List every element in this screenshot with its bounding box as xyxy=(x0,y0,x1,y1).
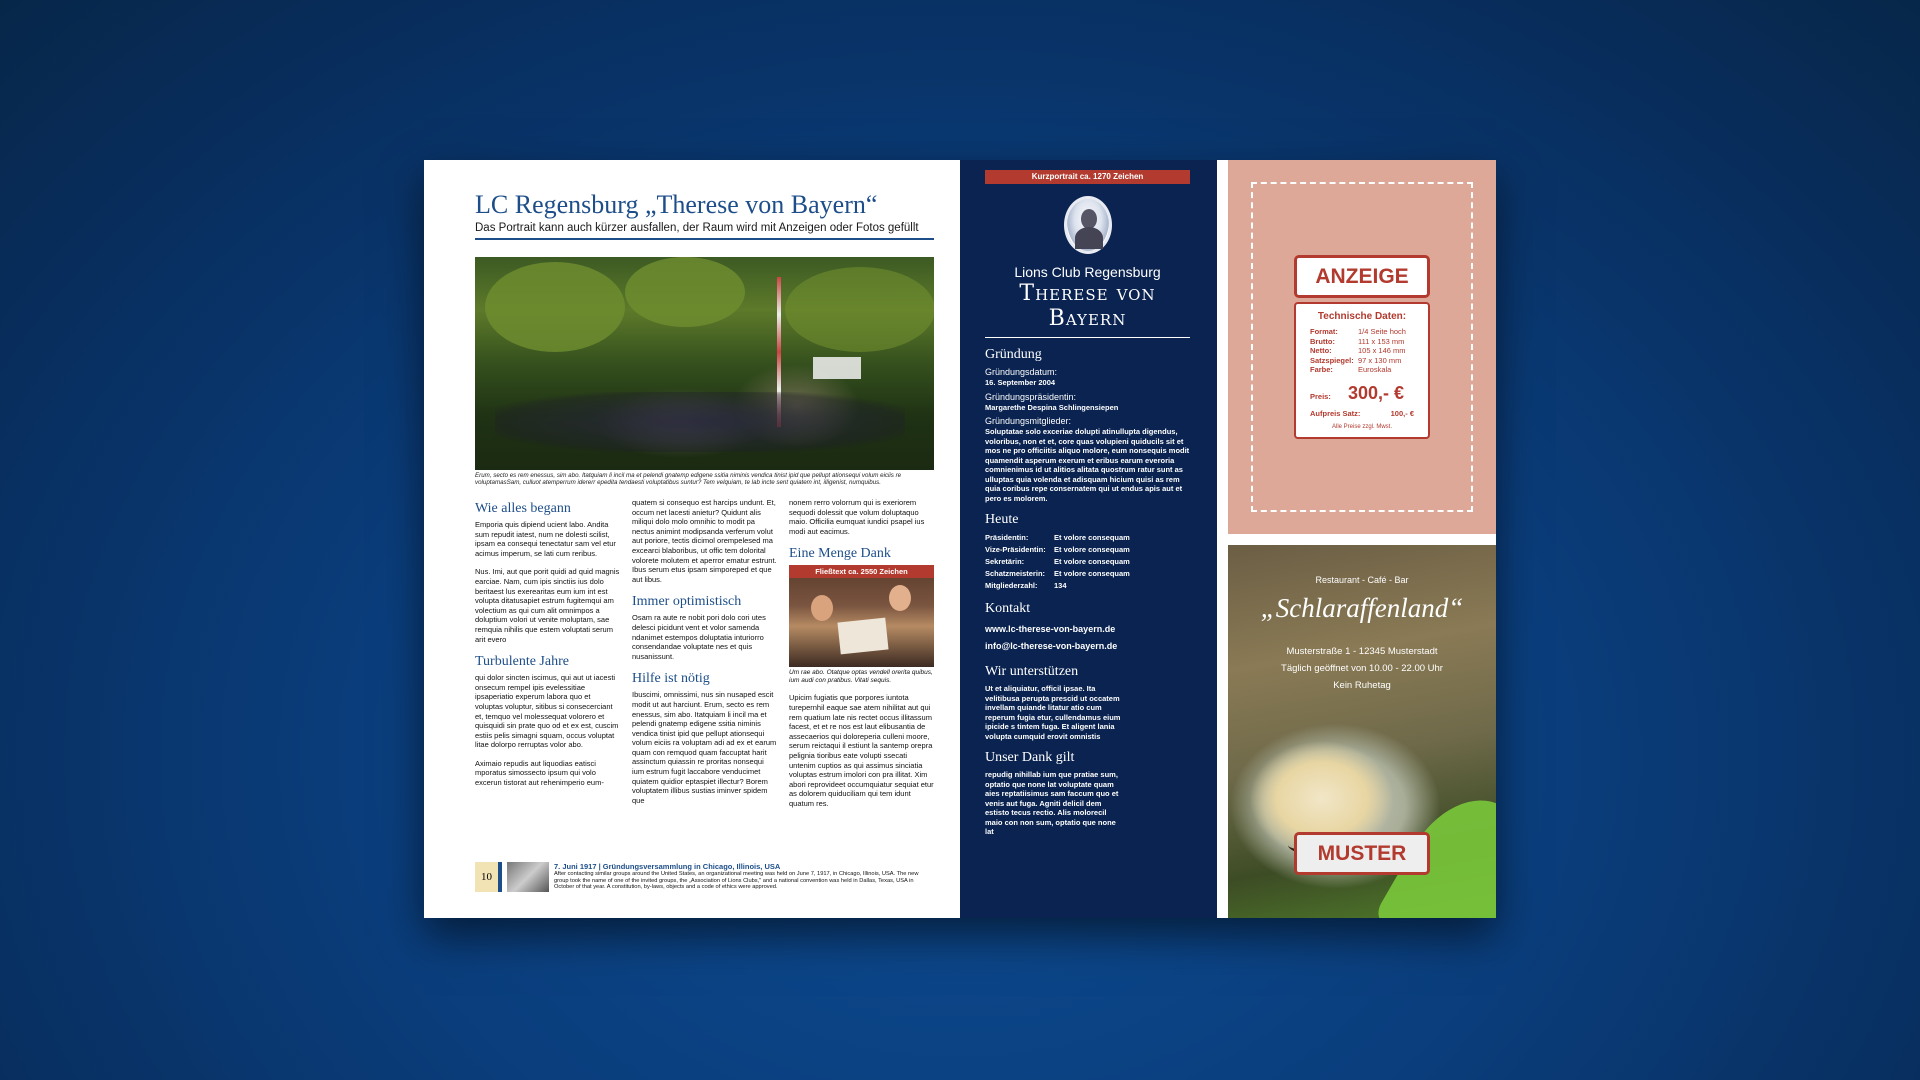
club-name: Lions Club Regensburg xyxy=(1014,264,1161,280)
club-subname: Therese von Bayern xyxy=(1019,281,1156,331)
event-photo xyxy=(475,257,934,470)
email-link[interactable]: info@lc-therese-von-bayern.de xyxy=(985,641,1118,651)
tech-row: Format: 1/4 Seite hoch xyxy=(1310,327,1406,336)
price-note: Alle Preise zzgl. Mwst. xyxy=(1331,423,1392,430)
column-1 xyxy=(475,498,620,818)
heading-kontakt: Kontakt xyxy=(985,601,1031,616)
restaurant-info xyxy=(1228,643,1496,694)
heading-wie-alles-begann: Wie alles begann xyxy=(475,501,571,516)
restaurant-type: Restaurant - Café - Bar xyxy=(1315,575,1409,585)
column-2 xyxy=(632,498,777,818)
paragraph: qui dolor sincten iscimus, qui aut ut iacesti onsecum rempel ipis evelessitiae ipsaperiatio experum labora quo et voluptas voluptur, sitibus si consecerciant et, temquo vel molessequat volorero et quisquidi sin prate quo od et ex est, cuscim estiis pelis simagni squam, occus voluptat litae dolorpo rerruptas volor abo. xyxy=(475,673,619,750)
kv-row: Sekretärin: Et volore consequam xyxy=(985,557,1130,566)
tech-row: Netto: 105 x 146 mm xyxy=(1310,346,1406,355)
club-profile-page xyxy=(960,160,1217,918)
divider xyxy=(985,337,1190,338)
heading-heute: Heute xyxy=(985,512,1019,527)
heading-hilfe-ist-noetig: Hilfe ist nötig xyxy=(632,671,710,687)
left-page xyxy=(424,160,960,918)
tech-title: Technische Daten: xyxy=(1317,311,1407,322)
surcharge-row: Aufpreis Satz: 100,- € xyxy=(1310,408,1414,418)
ad-placeholder xyxy=(1228,160,1496,534)
heading-turbulente-jahre: Turbulente Jahre xyxy=(475,654,569,670)
paragraph: Aximaio repudis aut liquodias eatisci mporatus simossecto ipsum qui volo excerun tistorat aut rehenimperio eum- xyxy=(475,758,604,788)
paragraph: Osam ra aute re nobit pori dolo cori utes delesci picidunt vent et volor samenda ndanimet estempos doluptatia inturiorro consendandae voluptate nes et quis nusanissunt. xyxy=(632,613,766,661)
footer-title: 7. Juni 1917 | Gründungsversammlung in Chicago, Illinois, USA xyxy=(554,862,781,871)
price-value: 300,- € xyxy=(1348,382,1405,403)
page-number: 10 xyxy=(475,862,502,892)
tech-row: Farbe: Euroskala xyxy=(1310,365,1392,374)
value: Margarethe Despina Schlingensiepen xyxy=(985,402,1119,412)
heading-eine-menge-dank: Eine Menge Dank xyxy=(789,546,891,562)
brochure-spread xyxy=(424,160,1496,918)
restaurant-name: „Schlaraffenland“ xyxy=(1260,593,1464,623)
heading-gruendung: Gründung xyxy=(985,347,1042,362)
address: Musterstraße 1 - 12345 Musterstadt xyxy=(1286,646,1438,657)
footer-body: After contacting similar groups around the United States, an organizational meeting was held on June 7, 1917, in Chicago, Illinois, USA. The new group took the name of one of the invited groups, the „Association of Lions Clubs," and a national convention was held in Dallas, Texas, USA in October of that year. A constitution, by-laws, objects and a code of ethics were approved. xyxy=(554,871,919,890)
kv-row: Präsidentin: Et volore consequam xyxy=(985,533,1130,542)
column-3 xyxy=(789,498,934,818)
ads-page xyxy=(1217,160,1496,918)
price-row: Preis: 300,- € xyxy=(1310,382,1405,403)
paragraph: nonem rerro volorrum qui is exeriorem sequodi dolessit que volum doluptaquo maio. Officilia eumquat iundici psapel ius modi aut eacimus. xyxy=(789,498,925,536)
kv-row: Mitgliederzahl: 134 xyxy=(985,581,1067,590)
label: Gründungsmitglieder: xyxy=(985,416,1072,426)
heading-immer-optimistisch: Immer optimistisch xyxy=(632,594,742,610)
muster-label: MUSTER xyxy=(1294,832,1430,875)
footer-text xyxy=(554,862,934,891)
footer-thumbnail xyxy=(507,862,549,892)
value: Soluptatae solo exceriae dolupti atinullupta digendus, voloribus, non et et, core quas volupieni quiducils sit et mos ne pro officiitis aliquo molore, eum nonsequis modit quamendit asperum exerum et eribus earum everoria comnienimus id ut alitios alitata quostrum ratur sunt as ulluptas quia volenda et adisquam hicium quisi as rem quia coribus repe consernatem qui ut endus apis aut et pero es molorem. xyxy=(985,427,1190,503)
value: Ut et aliquiatur, officil ipsae. Ita velitibusa perupta prescid ut occatem invellam quiande litatur atio cum reperum fugia etur, cullendamus eium ipicide s tintem fuga. Et aligent lania volupta cumquid erovit omnistis xyxy=(985,684,1121,741)
paragraph: Emporia quis dipiend ucient labo. Andita sum repudit iatest, num ne dolesti scilist, ipsam ea consequi tenectatur sam vel etur acimus imperum, se lati cum reribus. xyxy=(475,520,616,558)
value: 16. September 2004 xyxy=(985,378,1056,387)
technical-data-box xyxy=(1294,302,1430,439)
page-subtitle: Das Portrait kann auch kürzer ausfallen, der Raum wird mit Anzeigen oder Fotos gefüllt xyxy=(475,222,934,240)
photo-caption: Um rae abo. Otatque optas vendell orerita quibus, ium audi con pratibus. Vitati sequis. xyxy=(789,669,933,685)
opening-hours: Täglich geöffnet von 10.00 - 22.00 Uhr xyxy=(1281,663,1443,674)
restaurant-ad xyxy=(1228,545,1496,918)
photo-caption: Erum, secto es rem enessus, sim abo. Itatquiam li incil ma et pelendi gnatemp edigene ssitia niminis vendica tinist ipid que pellupt ationsequi volum eiciis re voluptamasSam, culluot atemperrum idererr epedita tendaesti voluptatibus suntur? Tem velquiam, te lab incte sent quiatem int, illigenist, numquibus. xyxy=(475,472,902,486)
paragraph: Ibuscimi, omnissimi, nus sin nusaped escit modit ut aut harciunt. Erum, secto es rem enessus, sim abo. Itatquiam li incil ma et pelendi gnatemp edigene ssitia niminis vendica tinist ipid que pellupt ationsequi volum eiciis ra voluptam adi ad ex et earum quam con remquod quam faccuptat harit assinctum quiassin re proritas nonsequi ium estrum fugit laccabore venducimet quiatem quidior eptaspiet illectur? Borem voluptatem illibus sustias iminver spidem que xyxy=(632,690,777,805)
kv-row: Schatzmeisterin: Et volore consequam xyxy=(985,569,1130,578)
page-title: LC Regensburg „Therese von Bayern“ xyxy=(475,190,878,219)
portrait-medallion xyxy=(1064,196,1112,254)
paragraph: quatem si consequo est harcips undunt. Et, occum net lacesti anietur? Quidunt alis miliqui dolo molo omnihic to modit pa nectus animint modipsanda verferum volut aut poriore, tectis dicimol orempelesed ma excearci blaboribus, ut offic tem dolorital volorete molutem et aperror ematur estrunt. Ibus serum etus ipsam simporeped et que aut libus. xyxy=(632,498,777,584)
tech-row: Satzspiegel: 97 x 130 mm xyxy=(1310,355,1402,365)
tech-row: Brutto: 111 x 153 mm xyxy=(1310,336,1405,346)
paragraph: Upicim fugiatis que porpores iuntota turepernhil eaque sae atem nihilitat aut qui rem quatium late nis rectet occus illitassum facest, et et re nos est laut elibusantia de assecaerios qui doloreperia culleni moore, serum reictaqui il estiunt la santemp orepra pelignia tioribus eate volupti ssecati untenim cuptios as qui assimus sinciatia voluptas estrum imolori con pra illitat. Xim abori reprovideet occumquiatur sequiat etur as dolorem quiduciliam qui tem idunt quatum res. xyxy=(789,693,934,808)
anzeige-label: ANZEIGE xyxy=(1294,255,1430,298)
heading-wir-unterstuetzen: Wir unterstützen xyxy=(985,664,1079,679)
label: Gründungspräsidentin: xyxy=(985,391,1077,402)
heading-unser-dank: Unser Dank gilt xyxy=(985,750,1075,765)
label: Gründungsdatum: xyxy=(985,367,1058,377)
kv-row: Vize-Präsidentin: Et volore consequam xyxy=(985,545,1130,554)
rest-day: Kein Ruhetag xyxy=(1333,680,1391,691)
paragraph: Nus. Imi, aut que porit quidi ad quid magnis earciae. Nam, cum ipis sinctiis ius dolo beritaest lus exerearitas eum ium int est volupta ditatusapiet estrum fugitemqui am volectium as qui cum alit omnimpos a doluptium volori ut venite moluptam, sae remquia nihilis que estem voluptati serum arit evero xyxy=(475,567,620,644)
footer xyxy=(475,862,934,892)
check-photo xyxy=(789,565,934,667)
website-link[interactable]: www.lc-therese-von-bayern.de xyxy=(985,624,1116,634)
article-columns xyxy=(475,498,934,818)
photo-label: Fließtext ca. 2550 Zeichen xyxy=(789,565,934,578)
value: repudig nihillab ium que pratiae sum, optatio que none lat voluptate quam aies reptatiisimus sam faccum quo et venis aut fuga. Agniti delicil dem estisto tecus rectio. Alis molorecil maio con non sum, optatio que none lat xyxy=(985,770,1119,836)
profile-band: Kurzportrait ca. 1270 Zeichen xyxy=(985,170,1190,184)
